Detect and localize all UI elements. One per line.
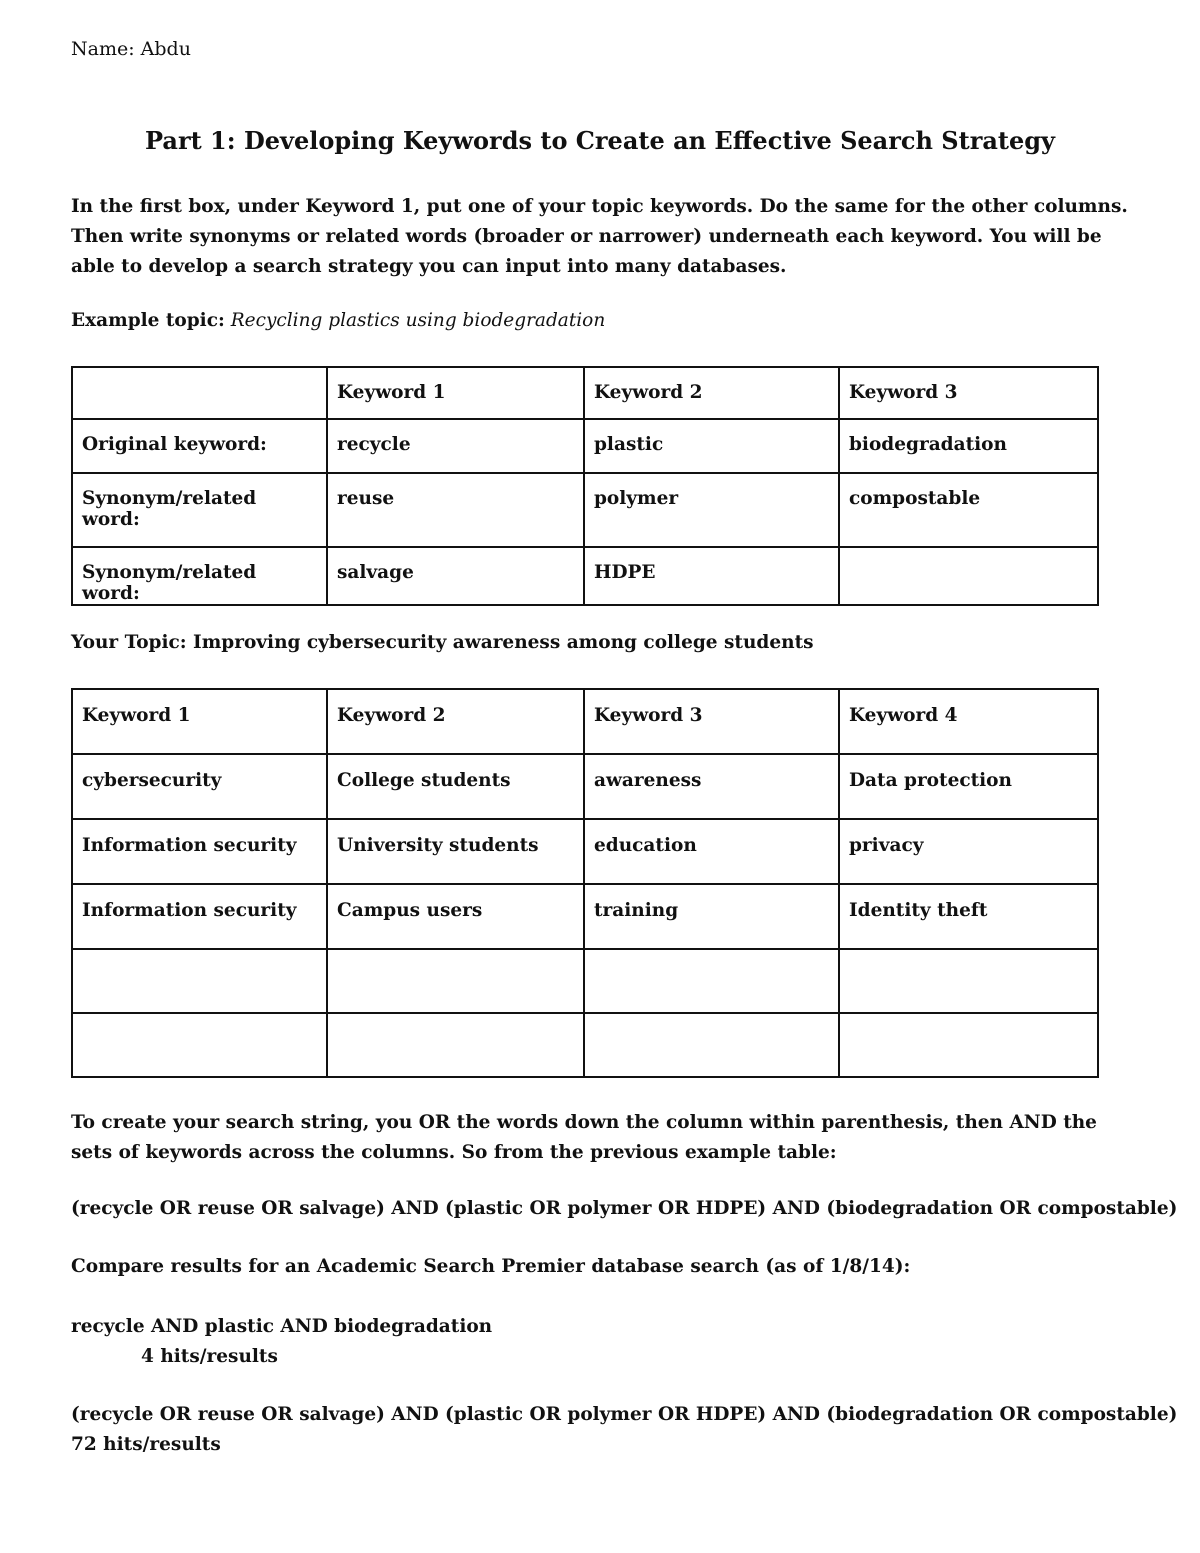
- table-cell: [584, 949, 839, 1013]
- table-cell: Information security: [72, 819, 327, 884]
- instructions-paragraph: In the first box, under Keyword 1, put one of your topic keywords. Do the same for the other columns. Then write synonyms or related words (broader or narrower) underneath each keyword. You will be able to develop a search strategy you can input into many databases.: [71, 196, 1128, 277]
- table-cell: Original keyword:: [72, 419, 327, 473]
- table-cell: plastic: [584, 419, 839, 473]
- table-cell: [839, 949, 1098, 1013]
- table-cell: [72, 1013, 327, 1077]
- table-cell: Keyword 2: [327, 689, 584, 754]
- how-to-paragraph: To create your search string, you OR the words down the column within parenthesis, then AND the sets of keywords across the columns. So from the previous example table:: [71, 1112, 1097, 1163]
- table-cell: polymer: [584, 473, 839, 547]
- table-cell: Keyword 1: [327, 367, 584, 419]
- table-header-row: [72, 689, 1098, 754]
- table-row: [72, 819, 1098, 884]
- example-topic-value: Recycling plastics using biodegradation: [230, 310, 606, 331]
- table-cell: [584, 1013, 839, 1077]
- result-2: 72 hits/results: [71, 1434, 221, 1455]
- table-row: [72, 884, 1098, 949]
- example-search-string: (recycle OR reuse OR salvage) AND (plastic OR polymer OR HDPE) AND (biodegradation OR compostable): [71, 1198, 1178, 1219]
- example-topic-label: Example topic:: [71, 310, 225, 331]
- table-cell: Keyword 3: [584, 689, 839, 754]
- table-cell: [839, 547, 1098, 605]
- table-cell: Keyword 3: [839, 367, 1098, 419]
- table-cell: College students: [327, 754, 584, 819]
- compare-line: Compare results for an Academic Search Premier database search (as of 1/8/14):: [71, 1256, 911, 1277]
- example-keyword-table: [71, 366, 1099, 606]
- table-row: [72, 754, 1098, 819]
- your-topic-line: Your Topic: Improving cybersecurity awareness among college students: [71, 632, 814, 653]
- table-cell: salvage: [327, 547, 584, 605]
- student-name: Name: Abdu: [71, 38, 191, 60]
- table-header-row: [72, 367, 1098, 419]
- table-cell: awareness: [584, 754, 839, 819]
- table-row: [72, 949, 1098, 1013]
- table-row: [72, 547, 1098, 605]
- table-cell: privacy: [839, 819, 1098, 884]
- table-cell: education: [584, 819, 839, 884]
- table-cell: Keyword 2: [584, 367, 839, 419]
- table-cell: reuse: [327, 473, 584, 547]
- query-2: (recycle OR reuse OR salvage) AND (plastic OR polymer OR HDPE) AND (biodegradation OR compostable): [71, 1404, 1178, 1425]
- table-cell: Keyword 1: [72, 689, 327, 754]
- table-cell: [72, 367, 327, 419]
- table-row: [72, 1013, 1098, 1077]
- table-cell: Keyword 4: [839, 689, 1098, 754]
- table-cell: Synonym/related word:: [72, 473, 327, 547]
- example-topic: [71, 310, 605, 331]
- table-cell: Data protection: [839, 754, 1098, 819]
- table-cell: [839, 1013, 1098, 1077]
- table-cell: HDPE: [584, 547, 839, 605]
- table-cell: [327, 949, 584, 1013]
- table-cell: Synonym/related word:: [72, 547, 327, 605]
- table-row: [72, 473, 1098, 547]
- page-title: Part 1: Developing Keywords to Create an Effective Search Strategy: [144, 126, 1055, 155]
- table-cell: compostable: [839, 473, 1098, 547]
- table-cell: University students: [327, 819, 584, 884]
- result-1: 4 hits/results: [141, 1346, 278, 1367]
- table-cell: recycle: [327, 419, 584, 473]
- table-cell: cybersecurity: [72, 754, 327, 819]
- table-cell: [72, 949, 327, 1013]
- table-cell: Information security: [72, 884, 327, 949]
- table-cell: Campus users: [327, 884, 584, 949]
- query-1: recycle AND plastic AND biodegradation: [71, 1316, 493, 1337]
- table-cell: Identity theft: [839, 884, 1098, 949]
- your-keyword-table: [71, 688, 1099, 1078]
- table-cell: training: [584, 884, 839, 949]
- table-cell: [327, 1013, 584, 1077]
- table-row: [72, 419, 1098, 473]
- table-cell: biodegradation: [839, 419, 1098, 473]
